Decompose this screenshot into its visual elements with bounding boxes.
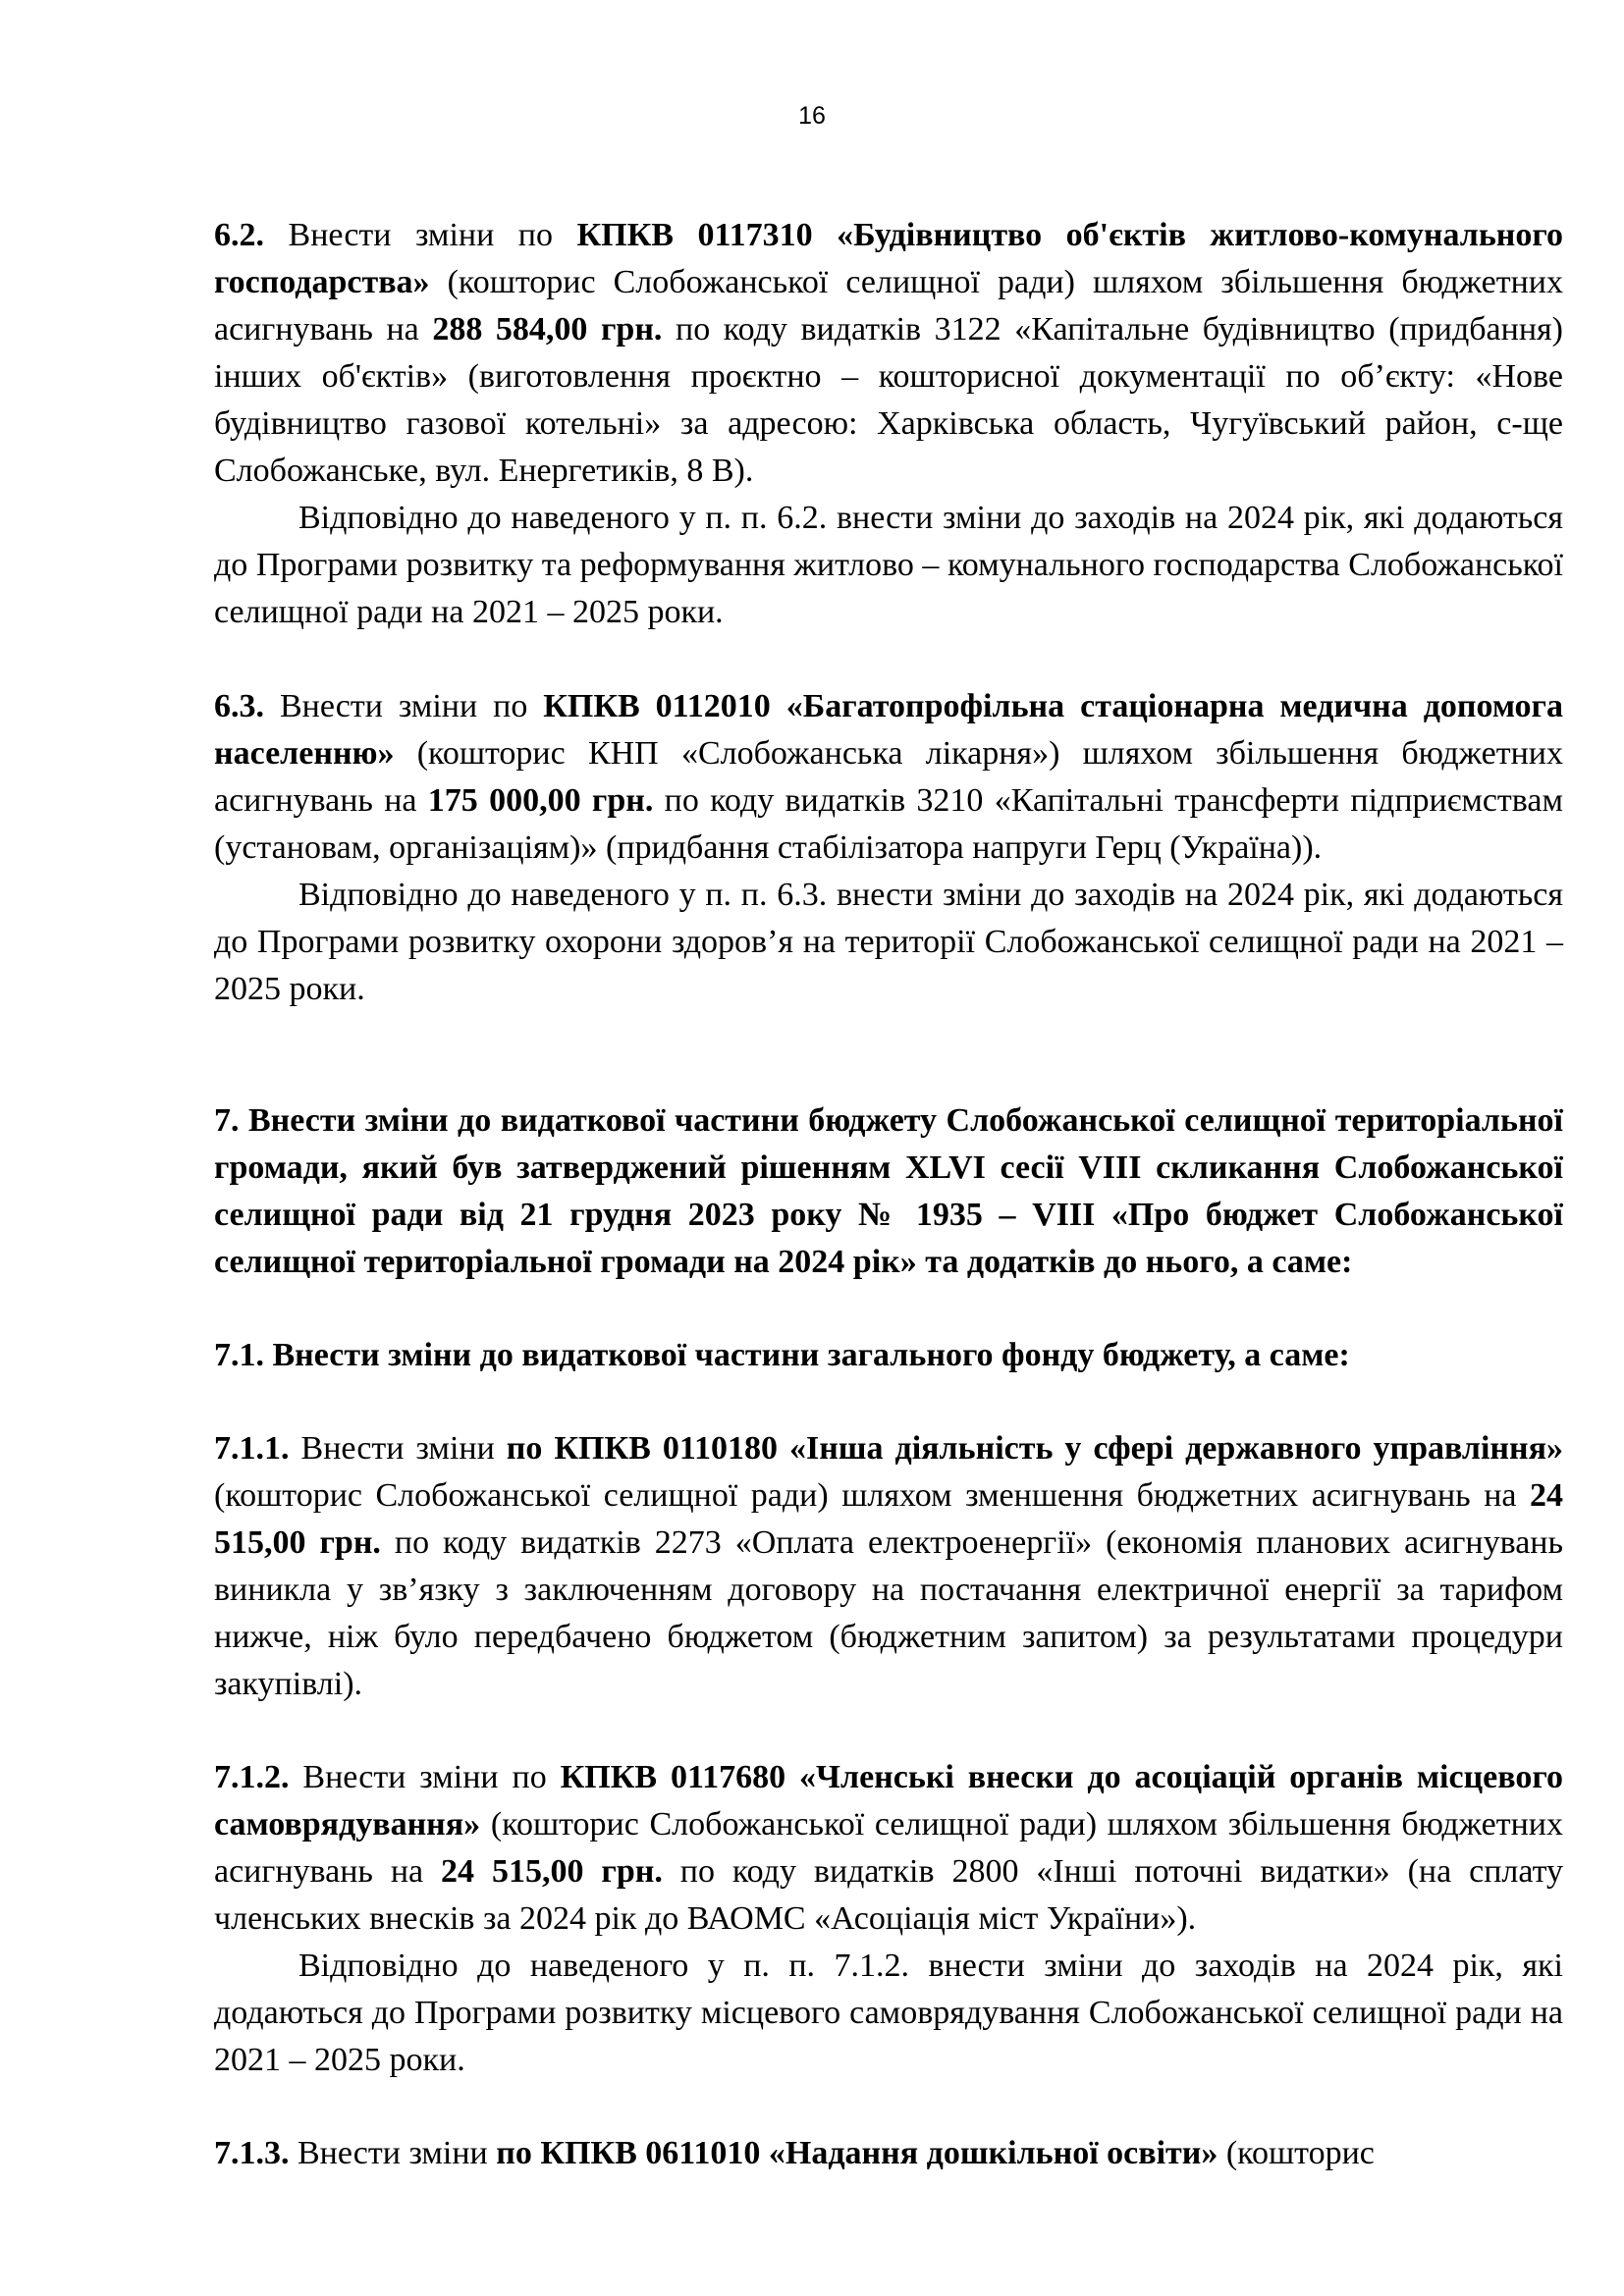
text: (кошторис Слобожанської селищної ради) шляхом збільшення бюджетних асигнувань на [214,1806,1563,1890]
heading-text: 7. Внести зміни до видаткової частини бюджету Слобожанської селищної територіальної громади, який був затверджений рішенням XLVI сесії VIII скликання Слобожанської селищної ради від 21 грудня 2023 року № 1935 – VIII «Про бюджет Слобожанської селищної територіальної громади на 2024 рік» та додатків до нього, а саме: [214,1102,1563,1280]
text: Внести зміни по [264,217,577,253]
text: по коду видатків 3210 «Капітальні трансферти підприємствам (установам, організаціям)» (придбання стабілізатора напруги Герц (Україна)). [214,782,1563,866]
section-number: 7.1.2. [214,1759,290,1795]
section-6-3-paragraph: Відповідно до наведеного у п. п. 6.3. внести зміни до заходів на 2024 рік, які додаються до Програми розвитку охорони здоров’я на території Слобожанської селищної ради на 2021 – 2025 роки. [214,877,1563,1007]
section-7-1-2-paragraph: Відповідно до наведеного у п. п. 7.1.2. внести зміни до заходів на 2024 рік, які додаються до Програми розвитку місцевого самоврядування Слобожанської селищної ради на 2021 – 2025 роки. [214,1948,1563,2078]
text: по коду видатків 2800 «Інші поточні видатки» (на сплату членських внесків за 2024 рік до ВАОМС «Асоціація міст України»). [214,1853,1564,1937]
text: по коду видатків 2273 «Оплата електроенергії» (економія планових асигнувань виникла у зв’язку з заключенням договору на постачання електричної енергії за тарифом нижче, ніж було передбачено бюджетом (бюджетним запитом) за результатами процедури закупівлі). [214,1524,1563,1702]
section-7-1-1 [214,1425,1563,1708]
document-body [214,212,1563,2177]
text: Внести зміни [289,1430,507,1467]
budget-code: по КПКВ 0611010 «Надання дошкільної освіти» [496,2135,1218,2171]
text: (кошторис КНП «Слобожанська лікарня») шляхом збільшення бюджетних асигнувань на [214,735,1563,819]
page-number: 16 [798,102,826,130]
budget-code: КПКВ 0112010 «Багатопрофільна стаціонарна медична допомога населенню» [214,688,1563,772]
budget-code: КПКВ 0117680 «Членські внески до асоціацій органів місцевого самоврядування» [214,1759,1563,1842]
section-7-heading [214,1097,1563,1286]
text: Внести зміни по [289,1759,561,1795]
text: (кошторис Слобожанської селищної ради) шляхом зменшення бюджетних асигнувань на [214,1477,1530,1514]
amount: 24 515,00 грн. [441,1853,663,1890]
section-number: 7.1.1. [214,1430,290,1467]
text: (кошторис Слобожанської селищної ради) шляхом збільшення бюджетних асигнувань на [214,264,1563,347]
section-7-1-3 [214,2130,1563,2177]
section-number: 6.3. [214,688,264,724]
amount: 175 000,00 грн. [427,782,654,819]
section-6-3 [214,683,1563,872]
amount: 288 584,00 грн. [432,311,663,347]
budget-code: по КПКВ 0110180 «Інша діяльність у сфері державного управління» [506,1430,1563,1467]
text: Внести зміни по [264,688,544,724]
section-number: 7.1.3. [214,2135,290,2171]
section-6-2-paragraph: Відповідно до наведеного у п. п. 6.2. внести зміни до заходів на 2024 рік, які додаються до Програми розвитку та реформування житлово – комунального господарства Слобожанської селищної ради на 2021 – 2025 роки. [214,500,1563,630]
budget-code: КПКВ 0117310 «Будівництво об'єктів житлово-комунального господарства» [214,217,1563,300]
section-7-1-2 [214,1754,1563,1943]
section-number: 6.2. [214,217,264,253]
text: (кошторис [1218,2135,1375,2171]
heading-text: 7.1. Внести зміни до видаткової частини загального фонду бюджету, а саме: [214,1337,1350,1373]
section-6-2 [214,212,1563,495]
text: Внести зміни [289,2135,497,2171]
section-7-1-heading [214,1332,1563,1379]
amount: 24 515,00 грн. [214,1477,1563,1561]
text: по коду видатків 3122 «Капітальне будівництво (придбання) інших об'єктів» (виготовлення проєктно – кошторисної документації по об’єкту: «Нове будівництво газової котельні» за адресою: Харківська область, Чугуївський район, с-ще Слобожанське, вул. Енергетиків, 8 В). [214,311,1563,489]
